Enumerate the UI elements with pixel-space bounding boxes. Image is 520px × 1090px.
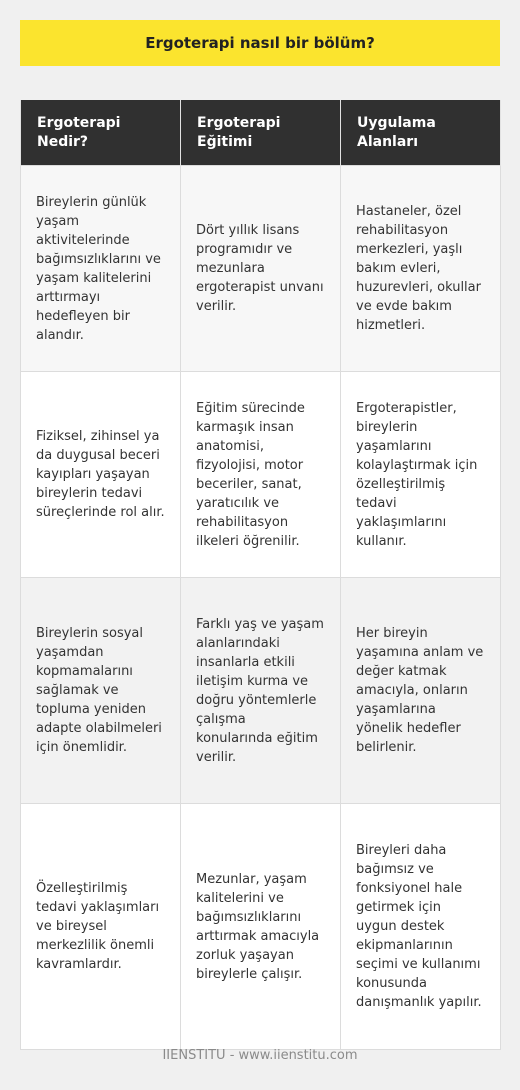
page-title: Ergoterapi nasıl bir bölüm? <box>145 34 375 52</box>
table-cell: Farklı yaş ve yaşam alanlarındaki insanlarla etkili iletişim kurma ve doğru yöntemlerle çalışma konularında eğitim verilir. <box>181 578 341 804</box>
table-cell: Eğitim sürecinde karmaşık insan anatomisi, fizyolojisi, motor beceriler, sanat, yaratıcılık ve rehabilitasyon ilkeleri öğrenilir. <box>181 372 341 578</box>
table-cell: Ergoterapistler, bireylerin yaşamlarını kolaylaştırmak için özelleştirilmiş tedavi yaklaşımlarını kullanır. <box>341 372 501 578</box>
table-cell: Özelleştirilmiş tedavi yaklaşımları ve bireysel merkezlilik önemli kavramlardır. <box>21 804 181 1050</box>
table-row <box>21 166 501 372</box>
info-table <box>20 100 501 1050</box>
table-header-row <box>21 100 501 166</box>
table-cell: Mezunlar, yaşam kalitelerini ve bağımsızlıklarını arttırmak amacıyla zorluk yaşayan bireylerle çalışır. <box>181 804 341 1050</box>
column-header-education: Ergoterapi Eğitimi <box>181 100 341 166</box>
footer-credit: IIENSTITU - www.iienstitu.com <box>162 1048 358 1063</box>
table-cell: Bireyleri daha bağımsız ve fonksiyonel hale getirmek için uygun destek ekipmanlarının seçimi ve kullanımı konusunda danışmanlık yapılır. <box>341 804 501 1050</box>
table-cell: Her bireyin yaşamına anlam ve değer katmak amacıyla, onların yaşamlarına yönelik hedefler belirlenir. <box>341 578 501 804</box>
table-cell: Bireylerin sosyal yaşamdan kopmamalarını sağlamak ve topluma yeniden adapte olabilmeleri için önemlidir. <box>21 578 181 804</box>
table-row <box>21 804 501 1050</box>
table-row <box>21 578 501 804</box>
column-header-definition: Ergoterapi Nedir? <box>21 100 181 166</box>
title-banner <box>20 20 500 66</box>
table-row <box>21 372 501 578</box>
table-cell: Hastaneler, özel rehabilitasyon merkezleri, yaşlı bakım evleri, huzurevleri, okullar ve evde bakım hizmetleri. <box>341 166 501 372</box>
column-header-fields: Uygulama Alanları <box>341 100 501 166</box>
table-cell: Fiziksel, zihinsel ya da duygusal beceri kayıpları yaşayan bireylerin tedavi süreçlerinde rol alır. <box>21 372 181 578</box>
table-cell: Bireylerin günlük yaşam aktivitelerinde bağımsızlıklarını ve yaşam kalitelerini arttırmayı hedefleyen bir alandır. <box>21 166 181 372</box>
table-cell: Dört yıllık lisans programıdır ve mezunlara ergoterapist unvanı verilir. <box>181 166 341 372</box>
